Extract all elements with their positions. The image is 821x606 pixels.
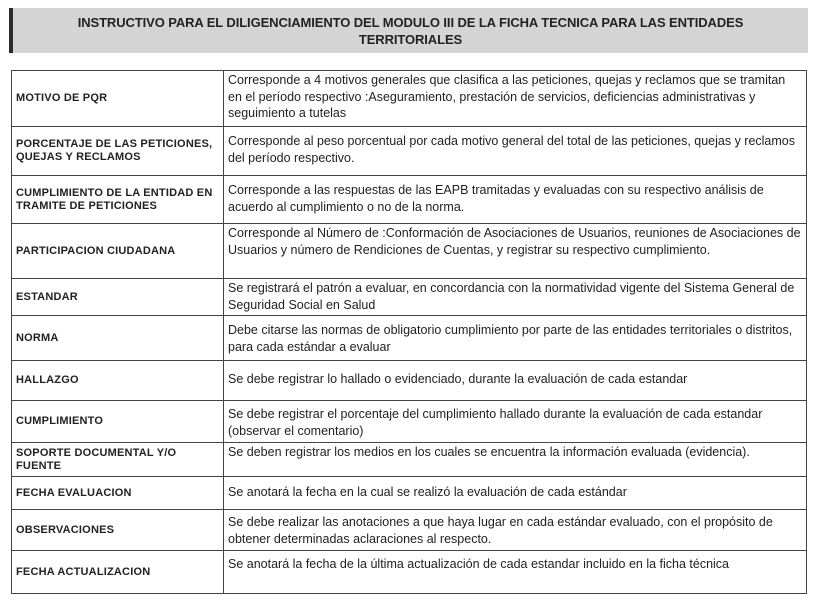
document-header	[9, 8, 808, 53]
row-label: CUMPLIMIENTO DE LA ENTIDAD EN TRAMITE DE PETICIONES	[12, 176, 224, 223]
row-label: CUMPLIMIENTO	[12, 401, 224, 442]
table-row	[12, 127, 806, 176]
table-row	[12, 361, 806, 401]
row-description: Corresponde al peso porcentual por cada motivo general del total de las peticiones, quejas y reclamos del período respectivo.	[228, 134, 795, 165]
row-label: ESTANDAR	[12, 279, 224, 315]
row-label: OBSERVACIONES	[12, 510, 224, 550]
table-row	[12, 316, 806, 361]
table-row	[12, 510, 806, 551]
table-row	[12, 279, 806, 316]
row-label: SOPORTE DOCUMENTAL Y/O FUENTE	[12, 443, 224, 476]
row-description: Se debe registrar el porcentaje del cumplimiento hallado durante la evaluación de cada estandar (observar el comentario)	[228, 407, 763, 438]
instructions-table	[11, 70, 807, 594]
row-description: Se debe realizar las anotaciones a que haya lugar en cada estándar evaluado, con el propósito de obtener determinadas aclaraciones al respecto.	[228, 515, 773, 546]
row-label: HALLAZGO	[12, 361, 224, 400]
row-description: Se anotará la fecha en la cual se realizó la evaluación de cada estándar	[228, 485, 627, 499]
row-description: Corresponde a las respuestas de las EAPB tramitadas y evaluadas con su respectivo análisis de acuerdo al cumplimiento o no de la norma.	[228, 183, 764, 214]
row-label: FECHA ACTUALIZACION	[12, 551, 224, 593]
row-description: Se registrará el patrón a evaluar, en concordancia con la normatividad vigente del Sistema General de Seguridad Social en Salud	[228, 281, 795, 312]
table-row	[12, 443, 806, 477]
row-label: MOTIVO DE PQR	[12, 71, 224, 126]
document-title: INSTRUCTIVO PARA EL DILIGENCIAMIENTO DEL MODULO III DE LA FICHA TECNICA PARA LAS ENTIDADES TERRITORIALES	[77, 14, 744, 47]
row-description: Se anotará la fecha de la última actualización de cada estandar incluido en la ficha técnica	[228, 557, 730, 571]
row-description: Corresponde a 4 motivos generales que clasifica a las peticiones, quejas y reclamos que se tramitan en el período respectivo :Aseguramiento, prestación de servicios, deficiencias administrativas y seguimiento a tutelas	[228, 73, 786, 120]
table-row	[12, 401, 806, 443]
row-description: Corresponde al Número de :Conformación de Asociaciones de Usuarios, reuniones de Asociaciones de Usuarios y número de Rendiciones de Cuentas, y registrar su respectivo cumplimiento.	[228, 226, 801, 257]
row-label: PORCENTAJE DE LAS PETICIONES, QUEJAS Y RECLAMOS	[12, 127, 224, 175]
table-row	[12, 176, 806, 224]
table-row	[12, 224, 806, 279]
row-label: FECHA EVALUACION	[12, 477, 224, 509]
row-label: PARTICIPACION CIUDADANA	[12, 224, 224, 278]
row-description: Se debe registrar lo hallado o evidenciado, durante la evaluación de cada estandar	[228, 372, 688, 386]
table-row	[12, 477, 806, 510]
row-description: Debe citarse las normas de obligatorio cumplimiento por parte de las entidades territoriales o distritos, para cada estándar a evaluar	[228, 323, 793, 354]
table-row	[12, 551, 806, 593]
row-label: NORMA	[12, 316, 224, 360]
table-row	[12, 71, 806, 127]
row-description: Se deben registrar los medios en los cuales se encuentra la información evaluada (evidencia).	[228, 445, 750, 459]
